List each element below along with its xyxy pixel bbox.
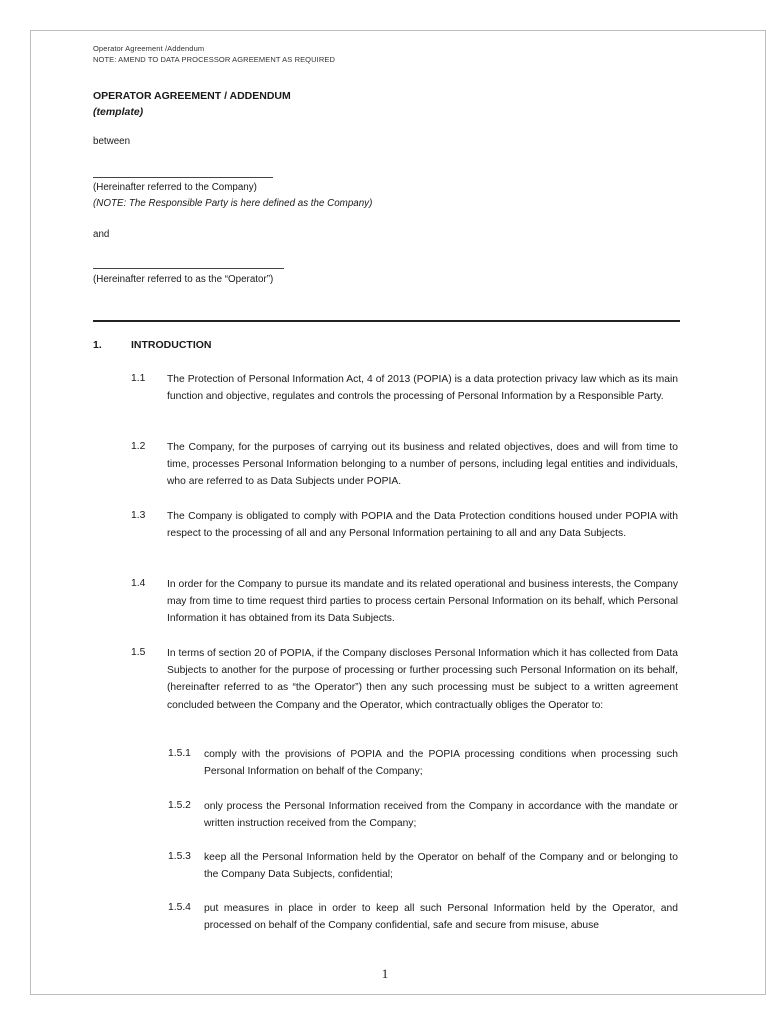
subclause-text: comply with the provisions of POPIA and the POPIA processing conditions when processing such Personal Information on behalf of the Company; <box>204 749 678 778</box>
operator-reference: (Hereinafter referred to as the “Operator”) <box>93 274 274 285</box>
clause-number: 1.2 <box>131 441 146 452</box>
subclause-text: only process the Personal Information received from the Company in accordance with the mandate or written instruction received from the Company; <box>204 801 678 830</box>
subclause-number: 1.5.4 <box>168 902 191 913</box>
section-title: INTRODUCTION <box>131 339 212 351</box>
running-header-note: NOTE: AMEND TO DATA PROCESSOR AGREEMENT AS REQUIRED <box>93 55 335 64</box>
company-name-blank <box>93 177 273 178</box>
subclause-number: 1.5.3 <box>168 851 191 862</box>
document-title: OPERATOR AGREEMENT / ADDENDUM <box>93 90 291 102</box>
between-label: between <box>93 136 131 147</box>
company-reference: (Hereinafter referred to the Company) <box>93 182 257 193</box>
subclause-text: put measures in place in order to keep all such Personal Information held by the Operator, and processed on behalf of the Company confidential, safe and secure from misuse, abuse <box>204 903 678 932</box>
section-divider <box>93 320 680 322</box>
section-number: 1. <box>93 339 102 351</box>
company-note: (NOTE: The Responsible Party is here defined as the Company) <box>93 198 373 209</box>
template-note: (template) <box>93 106 144 118</box>
document-page <box>30 30 766 995</box>
clause-number: 1.3 <box>131 510 146 521</box>
clause-text: The Company, for the purposes of carrying out its business and related objectives, does and will from time to time, processes Personal Information belonging to a number of persons, including legal entities and individuals, who are referred to as Data Subjects under POPIA. <box>167 442 678 488</box>
clause-text: In terms of section 20 of POPIA, if the Company discloses Personal Information which it has collected from Data Subjects to another for the purpose of processing or further processing such Personal Information on its behalf, (hereinafter referred to as “the Operator”) then any such processing must be subject to a written agreement concluded between the Company and the Operator, which contractually obliges the Operator to: <box>167 648 678 711</box>
subclause-number: 1.5.1 <box>168 748 191 759</box>
running-header-title: Operator Agreement /Addendum <box>93 44 205 53</box>
clause-text: In order for the Company to pursue its mandate and its related operational and business interests, the Company may from time to time request third parties to process certain Personal Information on its behalf, which Personal Information it has obtained from its Data Subjects. <box>167 579 678 625</box>
clause-number: 1.1 <box>131 373 146 384</box>
subclause-number: 1.5.2 <box>168 800 191 811</box>
clause-number: 1.4 <box>131 578 146 589</box>
clause-number: 1.5 <box>131 647 146 658</box>
clause-text: The Company is obligated to comply with POPIA and the Data Protection conditions housed under POPIA with respect to the processing of all and any Personal Information pertaining to all and any Data Subjects. <box>167 511 678 540</box>
clause-text: The Protection of Personal Information Act, 4 of 2013 (POPIA) is a data protection privacy law which as its main function and objective, regulates and controls the processing of Personal Information by a Responsible Party. <box>167 374 678 403</box>
operator-name-blank <box>93 268 284 269</box>
page-number: 1 <box>381 966 389 981</box>
subclause-text: keep all the Personal Information held by the Operator on behalf of the Company and or belonging to the Company Data Subjects, confidential; <box>204 852 678 881</box>
and-label: and <box>93 229 110 240</box>
